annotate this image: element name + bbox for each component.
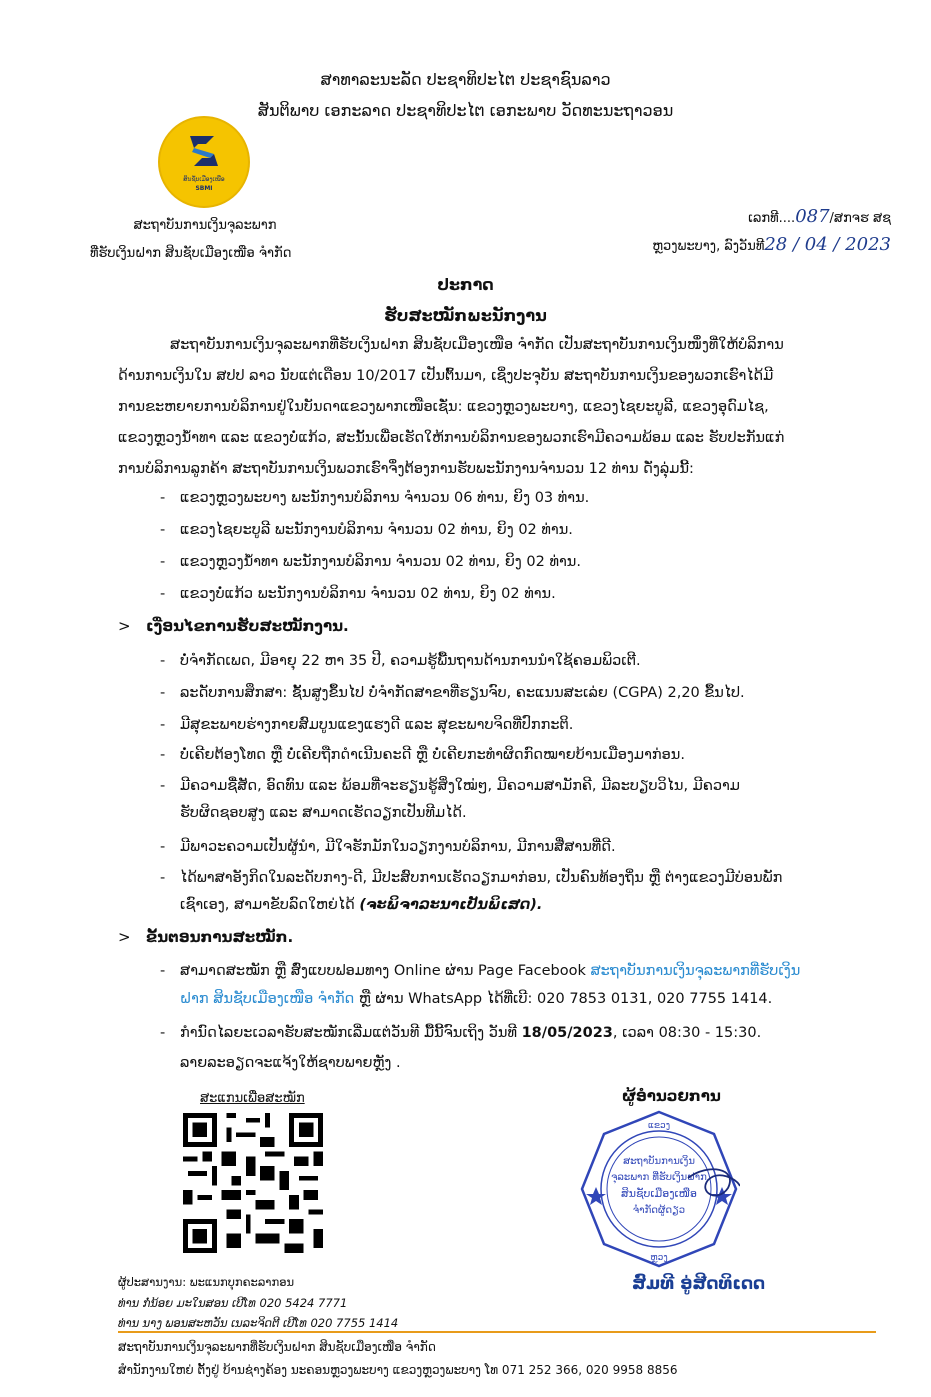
condition-item: - ມີຄວາມຊື່ສັດ, ອົດທົນ ແລະ ພ້ອມທີ່ຈະຮຽນຮູ້ສິ່ງໃໝ່ໆ, ມີຄວາມສາມັກຄີ, ມີລະບຽບວິໄນ, ມີຄວາມ — [160, 778, 740, 794]
signatory-title: ຜູ້ອຳນວຍການ — [622, 1087, 721, 1105]
institution-logo — [158, 116, 250, 208]
reference-number-suffix: /ສກຈຮ ສຊ — [829, 211, 891, 226]
qr-label: ສະແກນເພື່ອສະໝັກ — [200, 1091, 305, 1106]
step-item: - ສາມາດສະໝັກ ຫຼື ສົ່ງແບບຟອມທາງ Online ຜ່ານ Page Facebook ສະຖາບັນການເງິນຈຸລະພາກທີ່ຮັບເງິນ — [160, 963, 801, 979]
position-item: - ແຂວງຫຼວງພະບາງ ພະນັກງານບໍລິການ ຈຳນວນ 06 ທ່ານ, ຍິງ 03 ທ່ານ. — [160, 490, 590, 506]
reference-date-value: 28 / 04 / 2023 — [764, 234, 891, 255]
intro-line: ການບໍລິການລູກຄ້າ ສະຖາບັນການເງິນພວກເຮົາຈຶ່ງຕ້ອງການຮັບພະນັກງານຈຳນວນ 12 ທ່ານ ດັ່ງລຸ່ມນີ້: — [118, 461, 694, 477]
condition-item-continued: ເຊົາເອງ, ສາມາຂັບລົດໃຫຍ່ໄດ້ (ຈະພິຈາລະນາເປັນພິເສດ). — [180, 897, 543, 913]
stamp-line: ສະຖາບັນການເງິນ — [623, 1156, 695, 1167]
logo-s-icon — [184, 132, 224, 170]
intro-paragraph — [118, 330, 888, 485]
step-item-continued: ລາຍລະອຽດຈະແຈ້ງໃຫ້ຊາບພາຍຫຼັງ . — [180, 1055, 401, 1071]
footer-divider — [118, 1331, 876, 1333]
arrow-bullet-icon: > — [118, 617, 131, 635]
footer-address: ສຳນັກງານໃຫຍ່ ຕັ້ງຢູ່ ບ້ານຊ່າງຄ້ອງ ນະຄອນຫຼວງພະບາງ ແຂວງຫຼວງພະບາງ ໂທ 071 252 366, 020 9958 8856 — [118, 1363, 678, 1377]
intro-line: ແຂວງຫຼວງນ້ຳທາ ແລະ ແຂວງບໍ່ແກ້ວ, ສະນັ້ນເພື່ອເຮັດໃຫ້ການບໍລິການຂອງພວກເຮົາມີຄວາມພ້ອມ ແລະ ຮັບປະກັນແກ່ — [118, 430, 785, 446]
official-stamp — [578, 1108, 740, 1270]
notice-subtitle: ຮັບສະໝັກພະນັກງານ — [384, 306, 547, 325]
stamp-line: ສິນຊັບເມືອງເໜືອ — [621, 1187, 697, 1200]
reference-number: ເລກທີ....087/ສກຈຮ ສຊ — [748, 206, 891, 227]
header-line-2: ສັນຕິພາບ ເອກະລາດ ປະຊາທິປະໄຕ ເອກະພາບ ວັດທະນະຖາວອນ — [257, 101, 674, 120]
position-item: - ແຂວງບໍ່ແກ້ວ ພະນັກງານບໍລິການ ຈຳນວນ 02 ທ່ານ, ຍິງ 02 ທ່ານ. — [160, 586, 556, 602]
qr-code-icon[interactable] — [183, 1113, 323, 1253]
facebook-page-link[interactable]: ສະຖາບັນການເງິນຈຸລະພາກທີ່ຮັບເງິນ — [590, 963, 801, 979]
contact-person: ທ່ານ ນາງ ພອນສະຫວັນ ເນລະຈິດຕີ ເບີໂທ 020 7755 1414 — [118, 1316, 399, 1330]
intro-line: ດ້ານການເງິນໃນ ສປປ ລາວ ນັບແຕ່ເດືອນ 10/2017 ເປັນຕົ້ນມາ, ເຊິ່ງປະຈຸບັນ ສະຖາບັນການເງິນຂອງພວກເຮົາໄດ້ມີ — [118, 368, 774, 384]
step-item: - ກຳນົດໄລຍະເວລາຮັບສະໝັກເລີ່ມແຕ່ວັນທີ ມື້ນີ້ຈົນເຖິງ ວັນທີ 18/05/2023, ເວລາ 08:30 - 15:30. — [160, 1025, 762, 1041]
arrow-bullet-icon: > — [118, 928, 131, 946]
conditions-heading: > ເງື່ອນໄຂການຮັບສະໝັກງານ. — [118, 617, 349, 635]
institution-name-line-2: ທີ່ຮັບເງິນຝາກ ສິນຊັບເມືອງເໜືອ ຈຳກັດ — [90, 246, 292, 261]
notice-title: ປະກາດ — [437, 275, 494, 294]
step-item-continued: ຝາກ ສິນຊັບເມືອງເໜືອ ຈຳກັດ ຫຼື ຜ່ານ WhatsApp ໄດ້ທີ່ເບີ: 020 7853 0131, 020 7755 1414. — [180, 991, 773, 1007]
header-line-1: ສາທາລະນະລັດ ປະຊາທິປະໄຕ ປະຊາຊົນລາວ — [320, 70, 611, 89]
condition-item: - ໄດ້ພາສາອັງກິດໃນລະດັບກາງ-ດີ, ມີປະສົບການເຮັດວຽກມາກ່ອນ, ເປັນຄົນທ້ອງຖິ່ນ ຫຼື ຕ່າງແຂວງມີບ່ອນພັກ — [160, 870, 783, 886]
condition-item: - ມີພາວະຄວາມເປັນຜູ້ນຳ, ມີໃຈຮັກມັກໃນວຽກງານບໍລິການ, ມີການສື່ສານທີ່ດີ. — [160, 839, 616, 855]
signatory-name: ສົມທີ ອູ່ສີດທິເດດ — [632, 1274, 766, 1294]
reference-number-value: 087 — [795, 206, 830, 227]
reference-date — [652, 234, 891, 255]
intro-line: ການຂະຫຍາຍການບໍລິການຢູ່ໃນບັນດາແຂວງພາກເໜືອເຊັ່ນ: ແຂວງຫຼວງພະບາງ, ແຂວງໄຊຍະບູລີ, ແຂວງອຸດົມໄຊ, — [118, 399, 769, 415]
condition-item: - ມີສຸຂະພາບຮ່າງກາຍສົມບູນແຂງແຮງດີ ແລະ ສຸຂະພາບຈິດທີ່ປົກກະຕິ. — [160, 717, 574, 733]
stamp-line: ຈຸລະພາກ ທີ່ຮັບເງິນຝາກ — [611, 1172, 707, 1183]
stamp-top-text: ແຂວງ — [647, 1121, 671, 1131]
contact-person: ທ່ານ ກໍ່ນ້ອຍ ມະໃນສອນ ເບີໂທ 020 5424 7771 — [118, 1296, 348, 1310]
stamp-line: ຈຳກັດຜູ້ດຽວ — [632, 1205, 686, 1216]
intro-line: ສະຖາບັນການເງິນຈຸລະພາກທີ່ຮັບເງິນຝາກ ສິນຊັບເມືອງເໜືອ ຈຳກັດ ເປັນສະຖາບັນການເງິນໜຶ່ງທີ່ໃຫ້ບໍລິການ — [170, 337, 784, 353]
logo-abbr: SBMI — [195, 185, 213, 192]
stamp-bottom-text: ຫຼວງ — [650, 1253, 668, 1263]
reference-date-label: ຫຼວງພະບາງ, ລົງວັນທີ — [652, 239, 765, 254]
position-item: - ແຂວງໄຊຍະບູລີ ພະນັກງານບໍລິການ ຈຳນວນ 02 ທ່ານ, ຍິງ 02 ທ່ານ. — [160, 522, 573, 538]
logo-text: ສິນຊັບເມືອງເໜືອ — [183, 176, 225, 183]
condition-item-continued: ຮັບຜິດຊອບສູງ ແລະ ສາມາດເຮັດວຽກເປັນທີມໄດ້. — [180, 805, 467, 821]
institution-name-line-1: ສະຖາບັນການເງິນຈຸລະພາກ — [133, 218, 277, 233]
footer-institution: ສະຖາບັນການເງິນຈຸລະພາກທີ່ຮັບເງິນຝາກ ສິນຊັບເມືອງເໜືອ ຈຳກັດ — [118, 1340, 436, 1354]
steps-heading: > ຂັ້ນຕອນການສະໝັກ. — [118, 928, 294, 946]
contact-coordinator: ຜູ້ປະສານງານ: ພະແນກບຸກຄະລາກອນ — [118, 1275, 295, 1289]
facebook-page-link-continued[interactable]: ຝາກ ສິນຊັບເມືອງເໜືອ ຈຳກັດ — [180, 991, 355, 1007]
deadline-date: 18/05/2023 — [521, 1025, 613, 1041]
position-item: - ແຂວງຫຼວງນ້ຳທາ ພະນັກງານບໍລິການ ຈຳນວນ 02 ທ່ານ, ຍິງ 02 ທ່ານ. — [160, 554, 581, 570]
condition-item: - ລະດັບການສຶກສາ: ຊັ້ນສູງຂຶ້ນໄປ ບໍ່ຈຳກັດສາຂາທີ່ຮຽນຈົບ, ຄະແນນສະເລ່ຍ (CGPA) 2,20 ຂຶ້ນໄປ. — [160, 685, 745, 701]
special-consideration-note: (ຈະພິຈາລະນາເປັນພິເສດ). — [359, 897, 543, 913]
reference-number-label: ເລກທີ — [748, 211, 779, 226]
condition-item: - ບໍ່ເຄີຍຕ້ອງໂທດ ຫຼື ບໍ່ເຄີຍຖືກດຳເນີນຄະດີ ຫຼື ບໍ່ເຄີຍກະທຳຜິດກົດໝາຍບ້ານເມືອງມາກ່ອນ. — [160, 747, 685, 763]
condition-item: - ບໍ່ຈຳກັດເພດ, ມີອາຍຸ 22 ຫາ 35 ປີ, ຄວາມຮູ້ພື້ນຖານດ້ານການນຳໃຊ້ຄອມພິວເຕີ. — [160, 653, 641, 669]
